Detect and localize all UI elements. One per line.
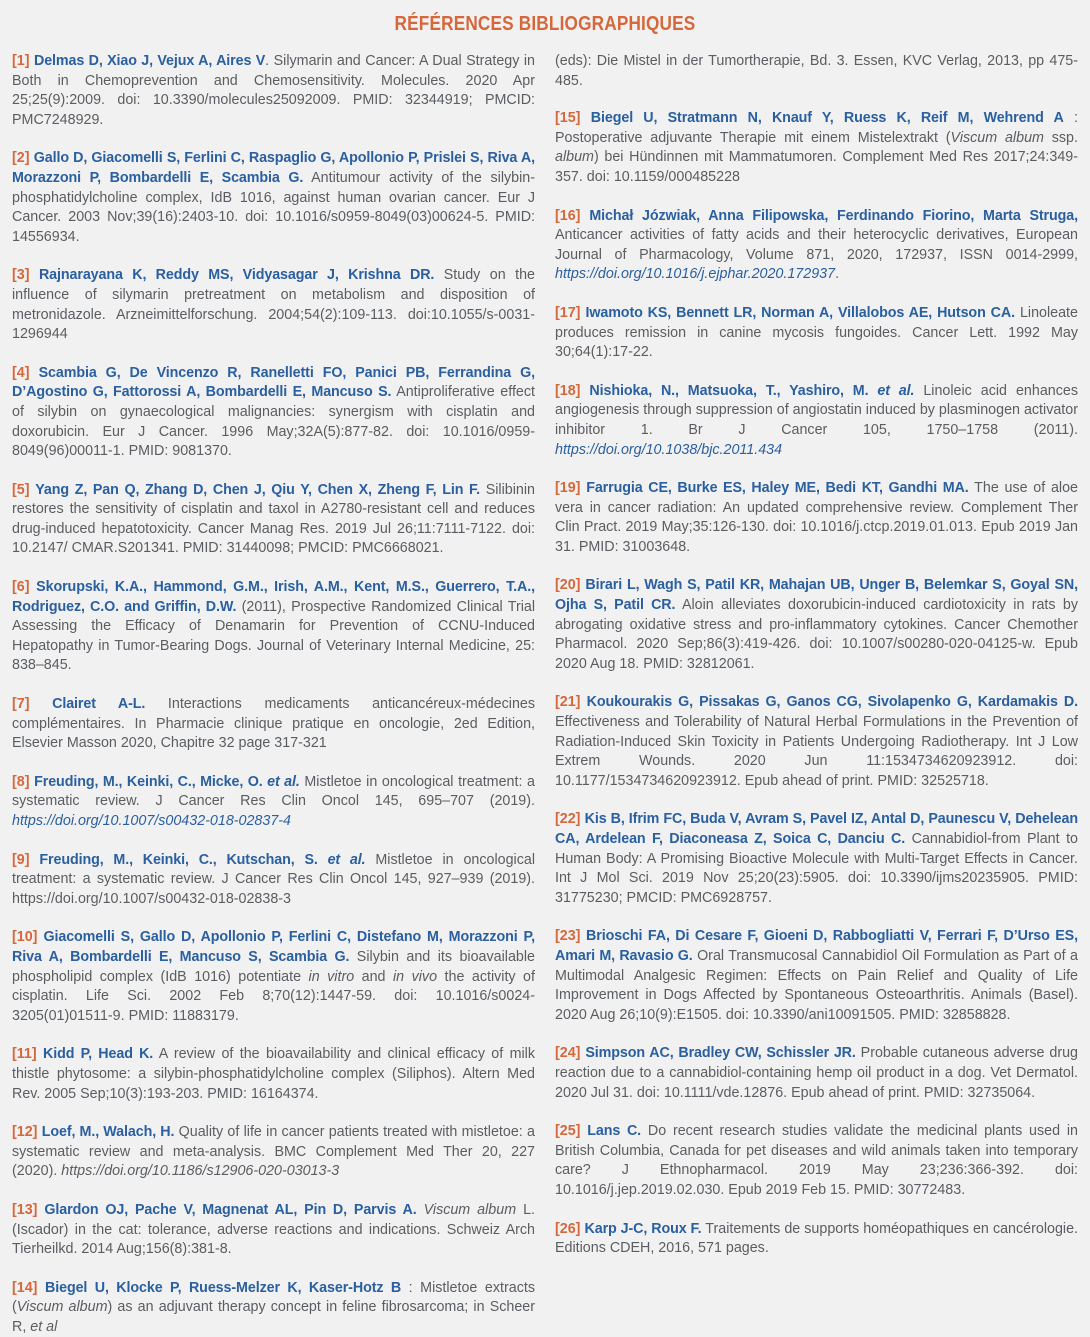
reference-4: [4] Scambia G, De Vincenzo R, Ranelletti FO, Panici PB, Ferrandina G, D’Agostino G, Fattorossi A, Bombardelli E, Mancuso S. Antiproliferative effect of silybin on gynaecological malignancies: synergism with cisplatin and doxorubicin. Eur J Cancer. 1996 May;32A(5):877-82. doi: 10.1016/0959-8049(96)00011-1. PMID: 9081370. [12, 364, 535, 460]
reference-10: [10] Giacomelli S, Gallo D, Apollonio P, Ferlini C, Distefano M, Morazzoni P, Riva A, Bombardelli E, Mancuso S, Scambia G. Silybin and its bioavailable phospholipid complex (IdB 1016) potentiate in vitro and in vivo the activity of cisplatin. Life Sci. 2002 Feb 8;70(12):1447-59. doi: 10.1016/s0024-3205(01)01511-9. PMID: 11883179. [12, 929, 535, 1024]
reference-8: [8] Freuding, M., Keinki, C., Micke, O. et al. Mistletoe in oncological treatment: a systematic review. J Cancer Res Clin Oncol 145, 695–707 (2019). https://doi.org/10.1007/s00432-018-02837-4 [12, 773, 535, 829]
reference-11: [11] Kidd P, Head K. A review of the bioavailability and clinical efficacy of milk thistle phytosome: a silybin-phosphatidylcholine complex (Siliphos). Altern Med Rev. 2005 Sep;10(3):193-203. PMID: 16164374. [12, 1046, 535, 1102]
reference-6: [6] Skorupski, K.A., Hammond, G.M., Irish, A.M., Kent, M.S., Guerrero, T.A., Rodriguez, C.O. and Griffin, D.W. (2011), Prospective Randomized Clinical Trial Assessing the Efficacy of Denamarin for Prevention of CCNU-Induced Hepatopathy in Tumor-Bearing Dogs. Journal of Veterinary Internal Medicine, 25: 838–845. [12, 579, 536, 674]
reference-24: [24] Simpson AC, Bradley CW, Schissler JR. Probable cutaneous adverse drug reaction due to a cannabidiol-containing hemp oil product in a dog. Vet Dermatol. 2020 Jul 31. doi: 10.1111/vde.12876. Epub ahead of print. PMID: 32735064. [555, 1045, 1078, 1101]
doi-link[interactable]: https://doi.org/10.1186/s12906-020-03013-3 [61, 1163, 340, 1180]
left-column [12, 52, 535, 1337]
reference-26: [26] Karp J-C, Roux F. Traitements de supports homéopathiques en cancérologie. Editions CDEH, 2016, 571 pages. [555, 1220, 1078, 1257]
reference-9: [9] Freuding, M., Keinki, C., Kutschan, S. et al. Mistletoe in oncological treatment: a systematic review. J Cancer Res Clin Oncol 145, 927–939 (2019). https://doi.org/10.1007/s00432-018-02838-3 [12, 851, 535, 907]
right-column [555, 52, 1078, 1337]
page-title: RÉFÉRENCES BIBLIOGRAPHIQUES [394, 13, 696, 35]
reference-7: [7] Clairet A-L. Interactions medicaments anticancéreux-médecines complémentaires. In Pharmacie clinique pratique en oncologie, 2ed Edition, Elsevier Masson 2020, Chapitre 32 page 317-321 [12, 696, 535, 752]
reference-20: [20] Birari L, Wagh S, Patil KR, Mahajan UB, Unger B, Belemkar S, Goyal SN, Ojha S, Patil CR. Aloin alleviates doxorubicin-induced cardiotoxicity in rats by abrogating oxidative stress and pro-inflammatory cytokines. Cancer Chemother Pharmacol. 2020 Sep;86(3):419-426. doi: 10.1007/s00280-020-04125-w. Epub 2020 Aug 18. PMID: 32812061. [555, 577, 1078, 672]
reference-18: [18] Nishioka, N., Matsuoka, T., Yashiro, M. et al. Linoleic acid enhances angiogenesis through suppression of angiostatin induced by plasminogen activator inhibitor 1. Br J Cancer 105, 1750–1758 (2011). https://doi.org/10.1038/bjc.2011.434 [555, 382, 1078, 458]
reference-19: [19] Farrugia CE, Burke ES, Haley ME, Bedi KT, Gandhi MA. The use of aloe vera in cancer radiation: An updated comprehensive review. Complement Ther Clin Pract. 2019 May;35:126-130. doi: 10.1016/j.ctcp.2019.01.013. Epub 2019 Jan 31. PMID: 31003648. [555, 480, 1078, 555]
reference-14: [14] Biegel U, Klocke P, Ruess-Melzer K, Kaser-Hotz B : Mistletoe extracts (Viscum album) as an adjuvant therapy concept in feline fibrosarcoma; in Scheer R, et al [12, 1279, 535, 1335]
reference-21: [21] Koukourakis G, Pissakas G, Ganos CG, Sivolapenko G, Kardamakis D. Effectiveness and Tolerability of Natural Herbal Formulations in the Prevention of Radiation-Induced Skin Toxicity in Patients Undergoing Radiotherapy. Int J Low Extrem Wounds. 2020 Jun 11:1534734620923912. doi: 10.1177/1534734620923912. Epub ahead of print. PMID: 32525718. [555, 694, 1078, 789]
reference-17: [17] Iwamoto KS, Bennett LR, Norman A, Villalobos AE, Hutson CA. Linoleate produces remission in canine mycosis fungoides. Cancer Lett. 1992 May 30;64(1):17-22. [555, 304, 1078, 361]
doi-link[interactable]: https://doi.org/10.1038/bjc.2011.434 [555, 441, 783, 458]
reference-1: [1] Delmas D, Xiao J, Vejux A, Aires V. Silymarin and Cancer: A Dual Strategy in Both in Chemoprevention and Chemosensitivity. Molecules. 2020 Apr 25;25(9):2009. doi: 10.3390/molecules25092009. PMID: 32344919; PMCID: PMC7248929. [12, 53, 535, 128]
reference-14-continued: (eds): Die Mistel in der Tumortherapie, Bd. 3. Essen, KVC Verlag, 2013, pp 475-485. [555, 53, 1078, 89]
reference-22: [22] Kis B, Ifrim FC, Buda V, Avram S, Pavel IZ, Antal D, Paunescu V, Dehelean CA, Ardelean F, Diaconeasa Z, Soica C, Danciu C. Cannabidiol-from Plant to Human Body: A Promising Bioactive Molecule with Multi-Target Effects in Cancer. Int J Mol Sci. 2019 Nov 25;20(23):5905. doi: 10.3390/ijms20235905. PMID: 31775230; PMCID: PMC6928757. [555, 811, 1079, 906]
reference-13: [13] Glardon OJ, Pache V, Magnenat AL, Pin D, Parvis A. Viscum album L. (Iscador) in the cat: tolerance, adverse reactions and indications. Schweiz Arch Tierheilkd. 2014 Aug;156(8):381-8. [12, 1201, 536, 1258]
reference-5: [5] Yang Z, Pan Q, Zhang D, Chen J, Qiu Y, Chen X, Zheng F, Lin F. Silibinin restores the sensitivity of cisplatin and taxol in A2780-resistant cell and reduces drug-induced hepatotoxicity. Cancer Manag Res. 2019 Jul 26;11:7111-7122. doi: 10.2147/ CMAR.S201341. PMID: 31440098; PMCID: PMC6668021. [12, 481, 535, 557]
reference-23: [23] Brioschi FA, Di Cesare F, Gioeni D, Rabbogliatti V, Ferrari F, D’Urso ES, Amari M, Ravasio G. Oral Transmucosal Cannabidiol Oil Formulation as Part of a Multimodal Analgesic Regimen: Effects on Pain Relief and Quality of Life Improvement in Dogs Affected by Spontaneous Osteoarthritis. Animals (Basel). 2020 Aug 26;10(9):E1505. doi: 10.3390/ani10091505. PMID: 32858828. [555, 928, 1078, 1023]
reference-16: [16] Michał Józwiak, Anna Filipowska, Ferdinando Fiorino, Marta Struga, Anticancer activities of fatty acids and their heterocyclic derivatives, European Journal of Pharmacology, Volume 871, 2020, 172937, ISSN 0014-2999, https://doi.org/10.1016/j.ejphar.2020.172937. [555, 207, 1078, 283]
reference-15: [15] Biegel U, Stratmann N, Knauf Y, Ruess K, Reif M, Wehrend A : Postoperative adjuvante Therapie mit einem Mistelextrakt (Viscum album ssp. album) bei Hündinnen mit Mammatumoren. Complement Med Res 2017;24:349-357. doi: 10.1159/000485228 [555, 110, 1078, 185]
reference-2: [2] Gallo D, Giacomelli S, Ferlini C, Raspaglio G, Apollonio P, Prislei S, Riva A, Morazzoni P, Bombardelli E, Scambia G. Antitumour activity of the silybin-phosphatidylcholine complex, IdB 1016, against human ovarian cancer. Eur J Cancer. 2003 Nov;39(16):2403-10. doi: 10.1016/s0959-8049(03)00624-5. PMID: 14556934. [12, 150, 535, 245]
doi-link[interactable]: https://doi.org/10.1007/s00432-018-02837-4 [12, 813, 291, 829]
doi-link[interactable]: https://doi.org/10.1016/j.ejphar.2020.172937 [555, 266, 836, 283]
reference-3: [3] Rajnarayana K, Reddy MS, Vidyasagar J, Krishna DR. Study on the influence of silymarin pretreatment on metabolism and disposition of metronidazole. Arzneimittelforschung. 2004;54(2):109-113. doi:10.1055/s-0031-1296944 [12, 267, 535, 343]
reference-25: [25] Lans C. Do recent research studies validate the medicinal plants used in British Columbia, Canada for pet diseases and wild animals taken into temporary care? J Ethnopharmacol. 2019 May 23;236:366-392. doi: 10.1016/j.jep.2019.02.030. Epub 2019 Feb 15. PMID: 30772483. [555, 1123, 1078, 1198]
references-columns [12, 52, 1078, 1337]
reference-12: [12] Loef, M., Walach, H. Quality of life in cancer patients treated with mistletoe: a systematic review and meta-analysis. BMC Complement Med Ther 20, 227 (2020). https://doi.org/10.1186/s12906-020-03013-3 [12, 1124, 535, 1180]
